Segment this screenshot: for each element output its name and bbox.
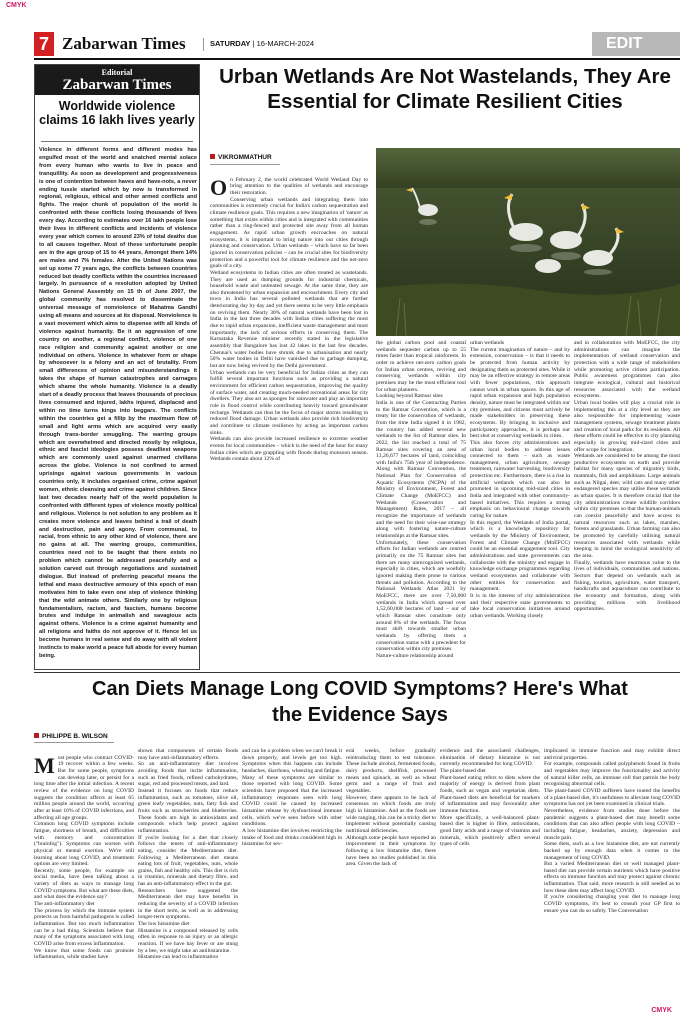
page-number: 7 — [34, 32, 54, 56]
issue-day: SATURDAY — [210, 39, 251, 48]
masthead: Zabarwan Times — [62, 34, 186, 53]
article2-column-4: eral weeks, before gradually reintroducing them to test tolerance. These include alcohol, fermented foods, dairy products, shellfish, processed meats and spinach, as well as wheat germ and a range of fruit and vegetables. However, there appears to be lack of consensus on which foods are truly high in histamine. And as the foods are wide ranging, this can be a tricky diet to implement without potentially causing nutritional deficiencies. Although some people have reported an improvement in their symptoms by following a low histamine diet, there have been no studies published in this area. Given the lack of — [346, 748, 436, 868]
issue-date-text: | 16-MARCH-2024 — [252, 39, 315, 48]
wetland-photo-image — [376, 148, 680, 336]
page-header — [0, 32, 680, 56]
editorial-box — [34, 64, 200, 670]
header-separator — [203, 38, 204, 51]
editorial-masthead — [35, 65, 199, 95]
article1-column-1 — [210, 170, 368, 668]
article1-column-3: urban wetlands The current imagination of nature – and by extension, conservation – is that it needs to be protected from human activity by designating them as protected sites. While it may be an effective strategy in remote areas with fewer populations, this approach cannot work in urban spaces. In this age of rapid urban expansion and high population density, nature must be integrated within our city premises, and citizens must actively be made stakeholders in preserving these ecosystems. By bringing in inclusive and participatory approaches, it is perhaps our best shot at conserving wetlands in cities. This also forces city administrations and urban local bodies to address issues connected to them – such as waste management, urban agriculture, sewage treatment, rainwater harvesting, biodiversity protection etc. Furthermore, there is a rise in artificial wetlands which can also be promoted in upcoming mid-sized cities in India and integrated with other community-based initiatives. This requires a strong emphasis on behavioural change towards caring for nature. In this regard, the Wetlands of India portal, which is a knowledge repository for wetlands by the Ministry of Environment, Forest and Climate Change (MoEFCC) could be an essential engagement tool. City administrations and state governments can collaborate with the ministry and engage in knowledge exchange programmes regarding wetland ecosystems and collaborate with other entities for conservation and management. It is in the interest of city administrations and their respective state governments to take local conservation initiatives around urban wetlands. Working closely — [470, 340, 570, 619]
editorial-body: Violence in different forms and different modes has engulfed most of the world and snatched mental solace from every human who wants to live in peace and tranquillity. As soon as development and progressiveness is one of contention between haves and have-nots, a never ending tussle started which by now is transformed in regional, religious, ethical and other armed conflicts and fights. The major chunk of population of the world is confronted with these conflicts losing thousands of lives every day. According to estimates over 16 lakh people lose their lives in different conflicts and incidents of violence every year which comes to around 23% of total deaths due to all causes together. Most of these unfortunate people are in the age group of 15 to 44 years. Amongst them 14% are males and 7% females. After the United Nations was set up some 77 years ago, the conflicts between countries reduced but deadly conflicts within the countries increased largely. In pursuance of a resolution adopted by United Nations General Assembly on 15 th of June 2007, the global community has resolved to disseminate the universal message of nonviolence of Mahatma Gandhi using all means and sources at its disposal. Nonviolence is a vast movement which aims to dispense with all kinds of violence against humanity. Be it an aggression of one country on another, a regional conflict, violence of one race religion and community against another or one individual on others. Violence in whatever form or shape by whosoever is a felony and an act of brutality. From small differences of opinion and misunderstandings it takes the shape of human catastrophes and carnages which shame the whole humanity. Violence is a deadly start of a deadly process that leaves thousands of precious lives consumed and injured, lakhs injured, displaced and within no time turns kings into beggars. The conflicts within the countries get a fillip by the maximum flow of small and light arms which are acquired very easily through trans-border smuggling. The warring groups which are overwhelmed and directed mostly by religious, ethnic and fascist ideologies possess deadliest weapons which are commonly used against unarmed civilians across the globe. Violence is not confined to armed uprisings against various governments in various countries only, it includes organised crime, crime against women, ethnic cleansing and crime against children. Since last two decades nearly half of the world population is confronted with different types of violence mostly political and religious. Violence is not solution to any problem as it creates more violence and leaves behind a trail of death and destruction, pain and agony. From communal, to racial, from ethnic to any other kind of violence, there are no gains at all. The warring groups, communities, countries need not to be taught that there exists no problem which cannot be addressed peacefully and a solution carved out through negotiations and sustained dialogue. But instead of preferring peaceful means the lethal and mass destructive armoury of this epoch of man motivates him to take even one step of violence thinking that the wild animate others. Similarly one by religious fundamentalism, racism, and fascism, humans become brutes and indulge in animalish and savagious acts against others. Violence is a crime against humanity and all religions and faiths do not approve of it. Hence let us become humans in real sense and do away with all violent instincts to make world a peace full abode for every human being. — [39, 147, 197, 659]
article1-author: VIKROMMATHUR — [218, 154, 272, 161]
article1-column-1-text: n February 2, the world celebrated World Wetland Day to bring attention to the qualities of wetlands and encourage their restoration. Conserving urban wetlands and integrating them into communities is extremely crucial for India's carbon sequestration and climate resilience goals. This requires a new imagination of 'nature' as something that exists within cities and is integrated with communities rather than a ring-fenced and protected site away from all human engagement. As rapid urban growth encroaches on natural ecosystems, it is important to bring nature into our cities through planning and conservation. Urban wetlands – which have so far been ignored in conservation policies – can be crucial sites for biodiversity protection and a powerful tool for climate resilience and the net-zero goals of a city. Wetland ecosystems in Indian cities are often treated as wastelands. They are used as dumping grounds for industrial chemicals, household waste and untreated sewage. At the same time, they are also threatened by urban expansion and encroachment. Every city and town in India has several polluted wetlands that are further deteriorating day by day and yet there seems to be very little emphasis on reviving them. Nearly 30% of natural wetlands have been lost in India in the last three decades with Indian cities suffering the most due to rapid urban expansion, inefficient waste management and most importantly, the lack of serious efforts in conserving them. The Karnataka Revenue minister recently stated in the legislative assembly that Bangalore has lost 42 lakes in the last few decades. Chennai's water bodies have shrunk due to urbanisation and nearly 50% water bodies in Delhi have vanished due to garbage dumping, but are now being revived by the Delhi government. Urban wetlands can be very beneficial for Indian cities as they can fulfill several important functions such as providing a natural environment for efficient carbon sequestration, improving the quality of surface water, and creating much-needed recreational areas for city dwellers. They also act as sponges for rainwater and play an important role in flood control while contributing heavily toward groundwater recharge. Wetlands can thus be the focus of major storms resulting in reduced flood damage. Urban wetlands also provide rich biodiversity and contribute to climate resilience by acting as important carbon sinks. Wetlands can also provide increased resilience to extreme weather events for local communities – which is the need of the hour for many Indian cities which are grappling with floods during monsoon season. Wetlands contain about 12% of — [210, 176, 368, 463]
editorial-mast: Zabarwan Times — [62, 77, 172, 93]
byline-marker — [34, 733, 39, 738]
section-rule — [34, 672, 680, 673]
byline-marker — [210, 154, 215, 159]
header-rule — [34, 58, 680, 60]
article2-column-5: evidence and the associated challenges, elimination of dietary histamine is not currently recommended for long COVID. The plant-based diet Plant-based eating refers to diets where the majority of energy is derived from plant foods, such as vegan and vegetarian diets. Plant-based diets are beneficial for markers of inflammation and may favourably alter immune function. More specifically, a well-balanced plant-based diet is higher in fibre, antioxidants, good fatty acids and a range of vitamins and minerals, which positively affect several types of cells — [440, 748, 540, 848]
section-tag: EDIT — [592, 32, 680, 56]
article1-drop-cap: O — [210, 174, 228, 200]
byline-rule — [34, 742, 114, 743]
editorial-kicker: Editorial — [101, 68, 133, 77]
article2-column-6: implicated in immune function and may exhibit direct antiviral properties. For example, compounds called polyphenols found in fruits and vegetables may improve the functionality and activity of natural killer cells, an immune cell that patrols the body recognising abnormal cells. The plant-based COVID sufferers have touted the benefits of a plant-based diet, it's usefulness to alleviate long COVID symptoms has not yet been examined in clinical trials. Nevertheless, evidence from studies done before the pandemic suggests a plant-based diet may benefit some conditions that can also affect people with long COVID – including fatigue, headaches, anxiety, depression and muscle pain. Some diets, such as a low histamine diet, are not currently backed up by enough data when it comes to the management of long COVID. But a varied Mediterranean diet or well managed plant-based diet can provide certain nutrients which have positive effects on immune function and may protect against chronic inflammation. That said, more research is still needed as to how these diets may affect long COVID. If you're considering changing your diet to manage long COVID symptoms, it's best to consult your GP first to ensure you can do so safely. The Conversation — [544, 748, 680, 914]
issue-date — [210, 32, 314, 56]
wetland-photo — [376, 148, 680, 336]
byline-rule — [210, 164, 280, 165]
article1-column-2: the global carbon pool and coastal wetlands sequester carbon up to 55 times faster than tropical rainforests. In order to achieve net-zero carbon goals for Indian urban centres, reviving and conserving wetlands within city premises may be the most efficient tool for urban planners. Looking beyond Ramsar sites India is one of the Contracting Parties to the Ramsar Convention, which is a treaty for the conservation of wetlands, from the time India signed it in 1982, the country has added several new wetlands to the list of Ramsar sites. In 2022, the list reached a total of 75 Ramsar sites covering an area of 13,26,677 hectares of land, coinciding with India's 75th year of independence. Along with Ramsar Convention, the National Plan for Conservation of Aquatic Ecosystems (NCPA) of the Ministry of Environment, Forest and Climate Change (MoEFCC) and Wetlands (Conservation and Management) Rules, 2017 – all recognize the importance of wetlands and the need for their wise-use strategy along with fostering nature-culture relationships at the Ramsar sites. Unfortunately, these conservation efforts for Indian wetlands are centred primarily on the 75 Ramsar sites but there are many unrecognized wetlands, especially in cities, which are woefully ignored making them prone to various threats and pollution. According to the National Wetlands Atlas 2021 by MoEFCC, there are over 7,50,000 wetlands in India which spread over 1,52,60,000 hectares of land – out of which Ramsar sites constitute only around 8% of the wetlands. The focus must shift towards smaller urban wetlands by offering them a conservation status with a precedent for conservation within city premises. Nature-culture relationship around — [376, 340, 466, 659]
article2-headline: Can Diets Manage Long COVID Symptoms? Here's What the Evidence Says — [92, 678, 628, 726]
cmyk-mark-top: CMYK — [6, 2, 27, 9]
article2-column-1-text: ost people who contract COVID-19 recover within a few weeks. But for some people, symptoms can develop later, or persist for a long time after the initial infection. A recent review of the evidence on long COVID suggests the condition affects at least 65 million people around the world, occurring after at least 10% of COVID infections, and affecting all age groups. Common long COVID symptoms include fatigue, shortness of breath, and difficulties with memory and concentration ("brainfog"). Symptoms can worsen with physical or mental exertion. We're still learning about long COVID, and treatment options are very limited. Recently, some people, for example on social media, have been talking about a variety of diets as ways to manage long COVID symptoms. But what are these diets, and what does the evidence say? The anti-inflammatory diet The process by which the immune system protects us from harmful pathogens is called inflammation. But too much inflammation can be a bad thing. Scientists believe that many of the symptoms associated with long COVID arise from excess inflammation. We know that some foods can promote inflammation, while studies have — [34, 754, 134, 961]
article1-headline: Urban Wetlands Are Not Wastelands, They Are Essential for Climate Resilient Cities — [219, 65, 671, 113]
article1-byline — [210, 154, 272, 161]
article2-drop-cap: M — [34, 752, 55, 778]
cmyk-mark-bottom: CMYK — [651, 1007, 672, 1014]
editorial-title: Worldwide violence claims 16 lakh lives yearly — [39, 99, 195, 127]
article2-byline — [34, 733, 108, 740]
article2-column-2: shown that components of certain foods may have anti-inflammatory effects. So an anti-inflammatory diet involves avoiding foods that incite inflammation, such as fried foods, refined carbohydrates, sugar, red and processed meats, and lard. Instead it focuses on foods that reduce inflammation, such as tomatoes, olive oil, green leafy vegetables, nuts, fatty fish and fruits such as strawberries and blueberries. These foods are high in antioxidants and compounds which help protect against inflammation. If you're looking for a diet that closely follows the tenets of anti-inflammatory eating, consider the Mediterranean diet. Following a Mediterranean diet means eating lots of fruit, vegetables, nuts, whole grains, fish and healthy oils. This diet is rich in vitamins, minerals and dietary fibre, and has an anti-inflammatory effect in the gut. Researchers have suggested the Mediterranean diet may have benefits in reducing the severity of a COVID infection in the short term, as well as in addressing longer-term symptoms. The low histamine diet Histamine is a compound released by cells often in response to an injury or an allergic reaction. If we have hay fever or are stung by a bee, we might take an antihistamine. Histamine can lead to inflammation — [138, 748, 238, 961]
article2-author: PHILIPPE B. WILSON — [42, 733, 108, 740]
article1-column-4: and in collaboration with MoEFCC, the city administrations can imagine the implementation of wetland conservation and protection with a wide range of stakeholders while promoting active citizen participation. Public awareness programmes can also integrate ecological, cultural and historical resources associated with the wetland ecosystems. Urban local bodies will play a crucial role in implementing this at a city level as they are also responsible for implementing waste management systems, sewage treatment plants and creation of local parks for its residents. All these efforts could be effective in city planning especially in growing mid-sized cities and offer scope for integration. Wetlands are considered to be among the most productive ecosystems on earth and provide habitat for many species of migratory birds, mammals, fish and amphibians. Large animals such as Nilgai, deer, wild cats and many other endangered species may utilise these wetlands as urban spaces. It is therefore crucial that the city administrations create wildlife corridors within city premises so that the human-animals can coexist peacefully and have access to natural resources such as lakes, marshes, forests and grasslands. Urban farming can also be promoted by carefully utilising natural resources associated with wetlands while keeping in mind the ecological sensitivity of the area. Finally, wetlands have enormous value to the lives of individuals, communities and nations. Sectors that depend on wetlands such as fishing, tourism, agriculture, water transport, handicrafts and aquaculture can contribute to the economy and formation, along with providing millions with livelihood opportunities. — [574, 340, 680, 613]
article2-column-1 — [34, 748, 134, 1003]
article2-column-3: and can be a problem when we can't break it down properly, and levels get too high. Symptoms when this happens can include headaches, diarrhoea, wheezing and fatigue. Many of these symptoms are similar to those reported with long COVID. Some scientists have proposed that the increased inflammatory responses seen with long COVID could be caused by increased histamine release by dysfunctional immune cells, which we've seen before with other conditions. A low histamine diet involves restricting the intake of food and drinks considered high in histamine for sev- — [242, 748, 342, 848]
editorial-rule — [41, 141, 193, 142]
